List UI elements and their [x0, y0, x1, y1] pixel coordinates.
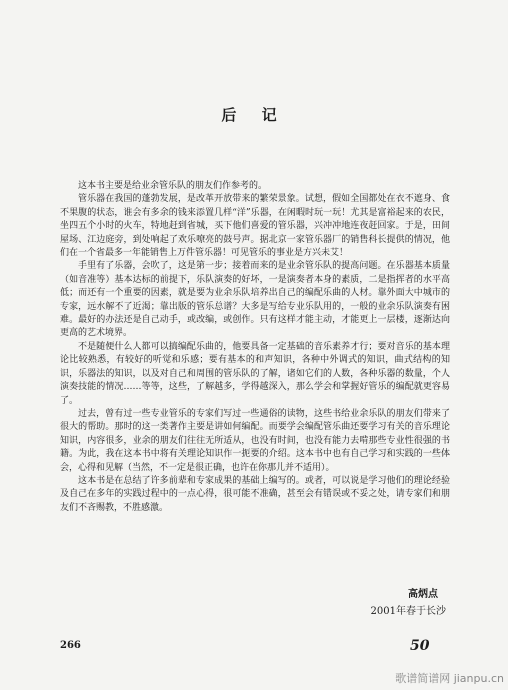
paragraph-1: 这本书主要是给业余管乐队的朋友们作参考的。	[78, 181, 268, 191]
page-number-right: 50	[410, 638, 430, 654]
afterword-body	[60, 180, 450, 515]
site-watermark: 歌谱简谱网 jianpu.cn	[395, 672, 504, 685]
author-signature: 高炳点	[408, 589, 438, 600]
signature-date: 2001年春于长沙	[370, 606, 446, 617]
paragraph-3: 手里有了乐器，会吹了，这是第一步；接着而来的是业余管乐队的提高问题。在乐器基本质量（如音准等）基本达标的前提下，乐队演奏的好坏，一是演奏者本身的素质，二是指挥者的水平高低；而还有一个重要的因素，就是要为业余乐队培养出自己的编配乐曲的人材。靠外面大中城市的专家，远水解不了近渴；靠出版的管乐总谱？大多是写给专业乐队用的，一般的业余乐队演奏有困难。最好的办法还是自己动手，或改编，或创作。只有这样才能主动，才能更上一层楼，逐渐达向更高的艺术境界。	[60, 261, 450, 339]
paragraph-6: 这本书是在总结了许多前辈和专家成果的基础上编写的。或者，可以说是学习他们的理论经验及自己在多年的实践过程中的一点心得，很可能不准确，甚至会有错误或不妥之处，请专家们和朋友们不吝赐教，不胜感激。	[60, 475, 450, 513]
paragraph-5: 过去，曾有过一些专业管乐的专家们写过一些通俗的读物，这些书给业余乐队的朋友们带来了很大的帮助。那时的这一类著作主要是讲如何编配。而要学会编配管乐曲还要学习有关的音乐理论知识，内容很多，业余的朋友们往往无所适从，也没有时间，也没有能力去啃那些专业性很强的书籍。为此，我在这本书中将有关理论知识作一扼要的介绍。这本书中也有自己学习和实践的一些体会，心得和见解（当然，不一定是很正确，也许在你那儿并不适用）。	[60, 408, 450, 473]
page-title: 后 记	[221, 106, 287, 124]
paragraph-4: 不是随便什么人都可以搞编配乐曲的，他要具备一定基础的音乐素养才行；要对音乐的基本理论比较熟悉，有较好的听觉和乐感；要有基本的和声知识，各种中外调式的知识，曲式结构的知识，乐器法的知识，以及对自己和周围的管乐队的了解，诸如它们的人数，各种乐器的数量，个人演奏技能的情况……等等，这些，了解越多，学得越深入，那么学会和掌握好管乐的编配就更容易了。	[60, 341, 450, 406]
page-number-left: 266	[60, 640, 81, 651]
paragraph-2: 管乐器在我国的蓬勃发展，是改革开放带来的繁荣景象。试想，假如全国都处在衣不遮身、食不果腹的状态，谁会有多余的钱来添置几样“洋”乐器，在闲暇时玩一玩！尤其是富裕起来的农民，坐四五个小时的火车，特地赶到省城，买下他们喜爱的管乐器，兴冲冲地连夜赶回家。于是，田间屋场、江边庭旁，到处响起了欢乐嘹亮的鼓号声。据北京一家管乐器厂的销售科长提供的情况，他们在一个省最多一年能销售上万件管乐器！可见管乐的事业是方兴未艾！	[60, 194, 450, 259]
